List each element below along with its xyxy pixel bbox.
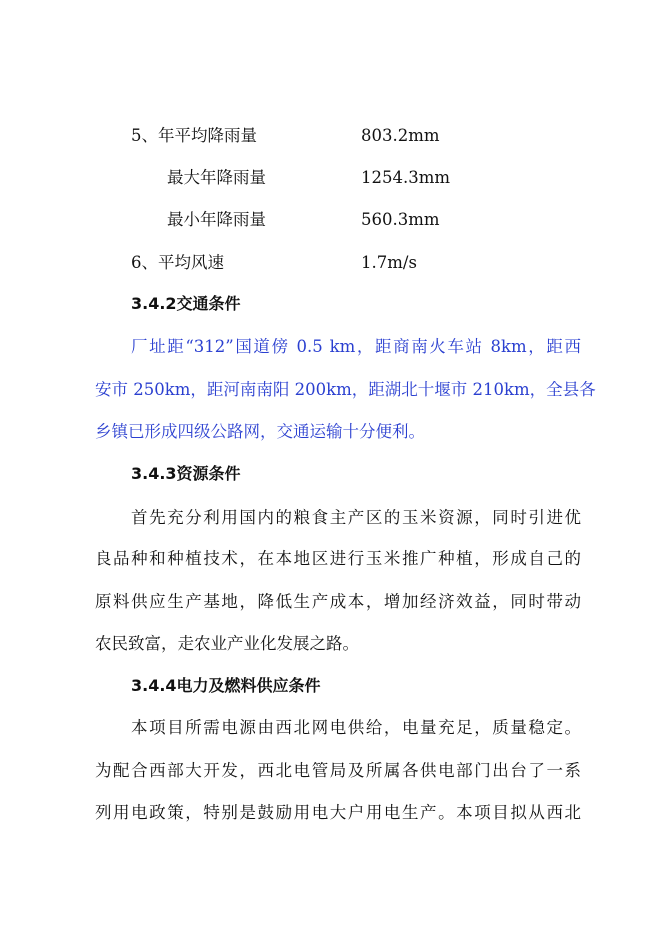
wind-speed-value: 1.7m/s <box>361 253 417 272</box>
wind-speed-label: 6、平均风速 <box>131 253 224 272</box>
traffic-line-2-text: 安市 250km，距河南南阳 200km，距湖北十堰市 210km，全县各 <box>95 380 596 399</box>
rainfall-avg-value: 803.2mm <box>361 126 440 145</box>
rainfall-avg-label: 5、年平均降雨量 <box>131 126 257 145</box>
rainfall-min-value: 560.3mm <box>361 210 440 229</box>
power-line-3 <box>95 803 581 823</box>
resources-line-2-text: 良品种和种植技术，在本地区进行玉米推广种植，形成自己的 <box>95 549 581 568</box>
rainfall-max-label: 最大年降雨量 <box>167 168 266 187</box>
traffic-line-2 <box>95 380 596 400</box>
traffic-line-1 <box>131 337 581 357</box>
resources-line-4: 农民致富，走农业产业化发展之路。 <box>95 634 359 653</box>
rainfall-max-value: 1254.3mm <box>361 168 451 187</box>
power-line-3-text: 列用电政策，特别是鼓励用电大户用电生产。本项目拟从西北 <box>95 803 581 822</box>
resources-line-1 <box>131 508 581 528</box>
traffic-line-1-text: 厂址距“312”国道傍 0.5 km，距商南火车站 8km，距西 <box>131 337 581 356</box>
resources-line-3 <box>95 592 581 612</box>
power-line-1-text: 本项目所需电源由西北网电供给，电量充足，质量稳定。 <box>131 718 581 737</box>
resources-line-1-text: 首先充分利用国内的粮食主产区的玉米资源，同时引进优 <box>131 508 581 527</box>
power-heading: 3.4.4电力及燃料供应条件 <box>131 676 321 695</box>
resources-line-3-text: 原料供应生产基地，降低生产成本，增加经济效益，同时带动 <box>95 592 581 611</box>
traffic-line-3: 乡镇已形成四级公路网，交通运输十分便利。 <box>95 422 425 441</box>
resources-heading: 3.4.3资源条件 <box>131 464 241 483</box>
rainfall-min-label: 最小年降雨量 <box>167 210 266 229</box>
traffic-heading: 3.4.2交通条件 <box>131 294 241 313</box>
power-line-2 <box>95 761 581 781</box>
resources-line-2 <box>95 549 581 569</box>
power-line-1 <box>131 718 581 738</box>
power-line-2-text: 为配合西部大开发，西北电管局及所属各供电部门出台了一系 <box>95 761 581 780</box>
